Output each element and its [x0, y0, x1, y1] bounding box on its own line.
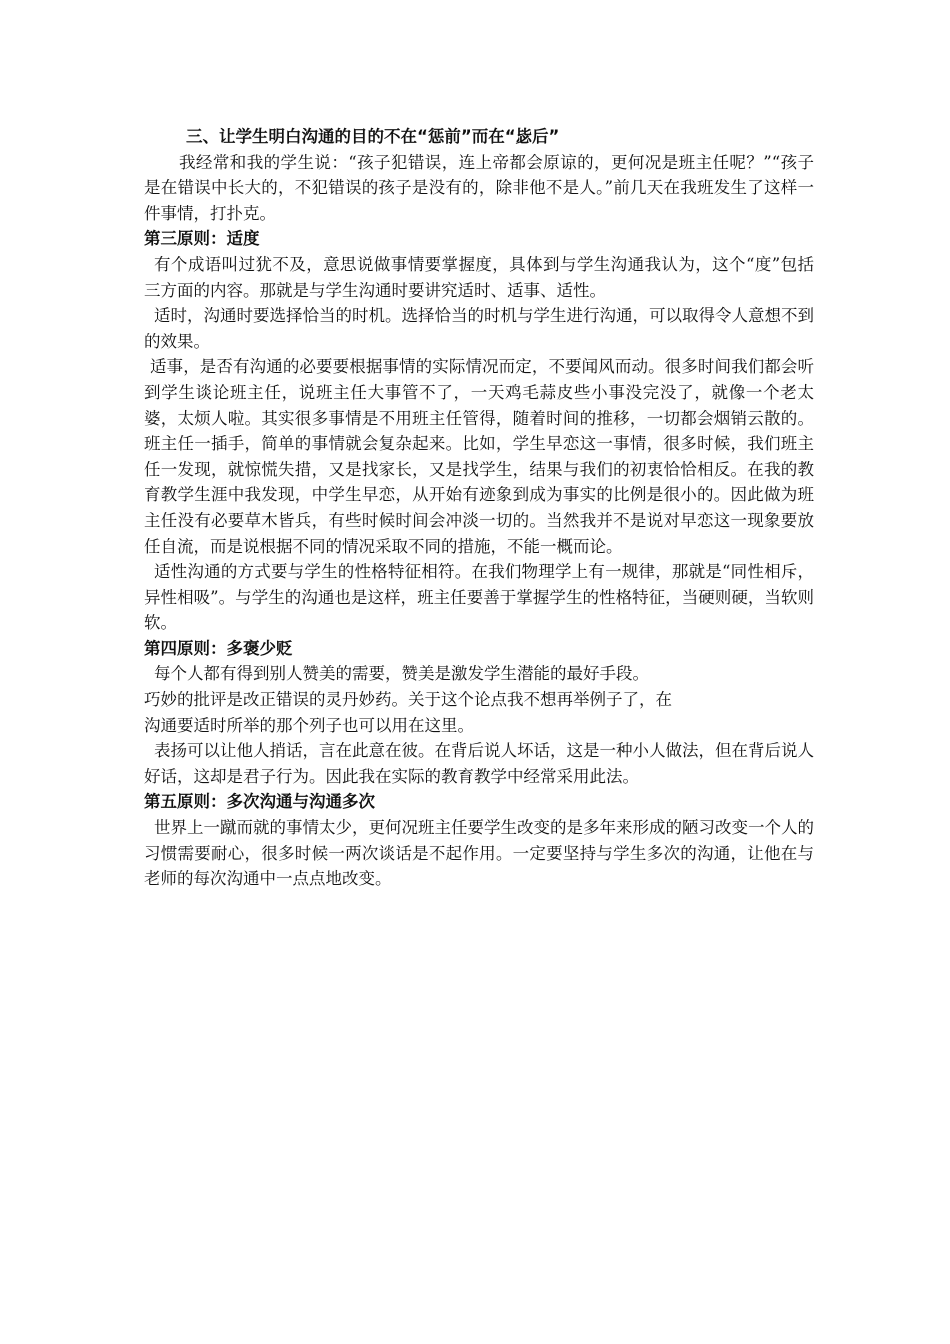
principle-four-paragraph-1: 每个人都有得到别人赞美的需要，赞美是激发学生潜能的最好手段。: [154, 664, 649, 684]
principle-three-title: 第三原则：适度: [144, 229, 260, 249]
principle-three-paragraph-4: 适性沟通的方式要与学生的性格特征相符。在我们物理学上有一规律，那就是“同性相斥，异性相吸”。与学生的沟通也是这样，班主任要善于掌握学生的性格特征，当硬则硬，当软则软。: [144, 562, 814, 633]
principle-three-paragraph-2: 适时，沟通时要选择恰当的时机。选择恰当的时机与学生进行沟通，可以取得令人意想不到的效果。: [144, 306, 814, 351]
intro-paragraph: 我经常和我的学生说：“孩子犯错误，连上帝都会原谅的，更何况是班主任呢？”“孩子是在错误中长大的，不犯错误的孩子是没有的，除非他不是人。”前几天在我班发生了这样一件事情，打扑克。: [144, 152, 814, 223]
principle-three-paragraph-3: 适事，是否有沟通的必要要根据事情的实际情况而定，不要闻风而动。很多时间我们都会听到学生谈论班主任，说班主任大事管不了，一天鸡毛蒜皮些小事没完没了，就像一个老太婆，太烦人啦。其实很多事情是不用班主任管得，随着时间的推移，一切都会烟销云散的。班主任一插手，简单的事情就会复杂起来。比如，学生早恋这一事情，很多时候，我们班主任一发现，就惊慌失措，又是找家长，又是找学生，结果与我们的初衷恰恰相反。在我的教育教学生涯中我发现，中学生早恋，从开始有迹象到成为事实的比例是很小的。因此做为班主任没有必要草木皆兵，有些时候时间会冲淡一切的。当然我并不是说对早恋这一现象要放任自流，而是说根据不同的情况采取不同的措施，不能一概而论。: [144, 357, 814, 556]
document-body: [144, 124, 814, 892]
principle-three-paragraph-1: 有个成语叫过犹不及，意思说做事情要掌握度，具体到与学生沟通我认为，这个“度”包括三方面的内容。那就是与学生沟通时要讲究适时、适事、适性。: [144, 254, 814, 300]
principle-four-paragraph-4: 表扬可以让他人捎话，言在此意在彼。在背后说人坏话，这是一种小人做法，但在背后说人好话，这却是君子行为。因此我在实际的教育教学中经常采用此法。: [144, 741, 814, 786]
principle-five-paragraph-1: 世界上一蹴而就的事情太少，更何况班主任要学生改变的是多年来形成的陋习改变一个人的习惯需要耐心，很多时候一两次谈话是不起作用。一定要坚持与学生多次的沟通，让他在与老师的每次沟通中一点点地改变。: [144, 818, 814, 889]
principle-five-title: 第五原则：多次沟通与沟通多次: [144, 792, 375, 812]
principle-four-paragraph-2: 巧妙的批评是改正错误的灵丹妙药。关于这个论点我不想再举例子了，在: [144, 690, 672, 710]
principle-four-paragraph-3: 沟通要适时所举的那个列子也可以用在这里。: [144, 715, 474, 735]
principle-four-title: 第四原则：多褒少贬: [144, 638, 293, 658]
section-heading-three: 三、让学生明白沟通的目的不在“惩前”而在“毖后”: [186, 127, 560, 146]
